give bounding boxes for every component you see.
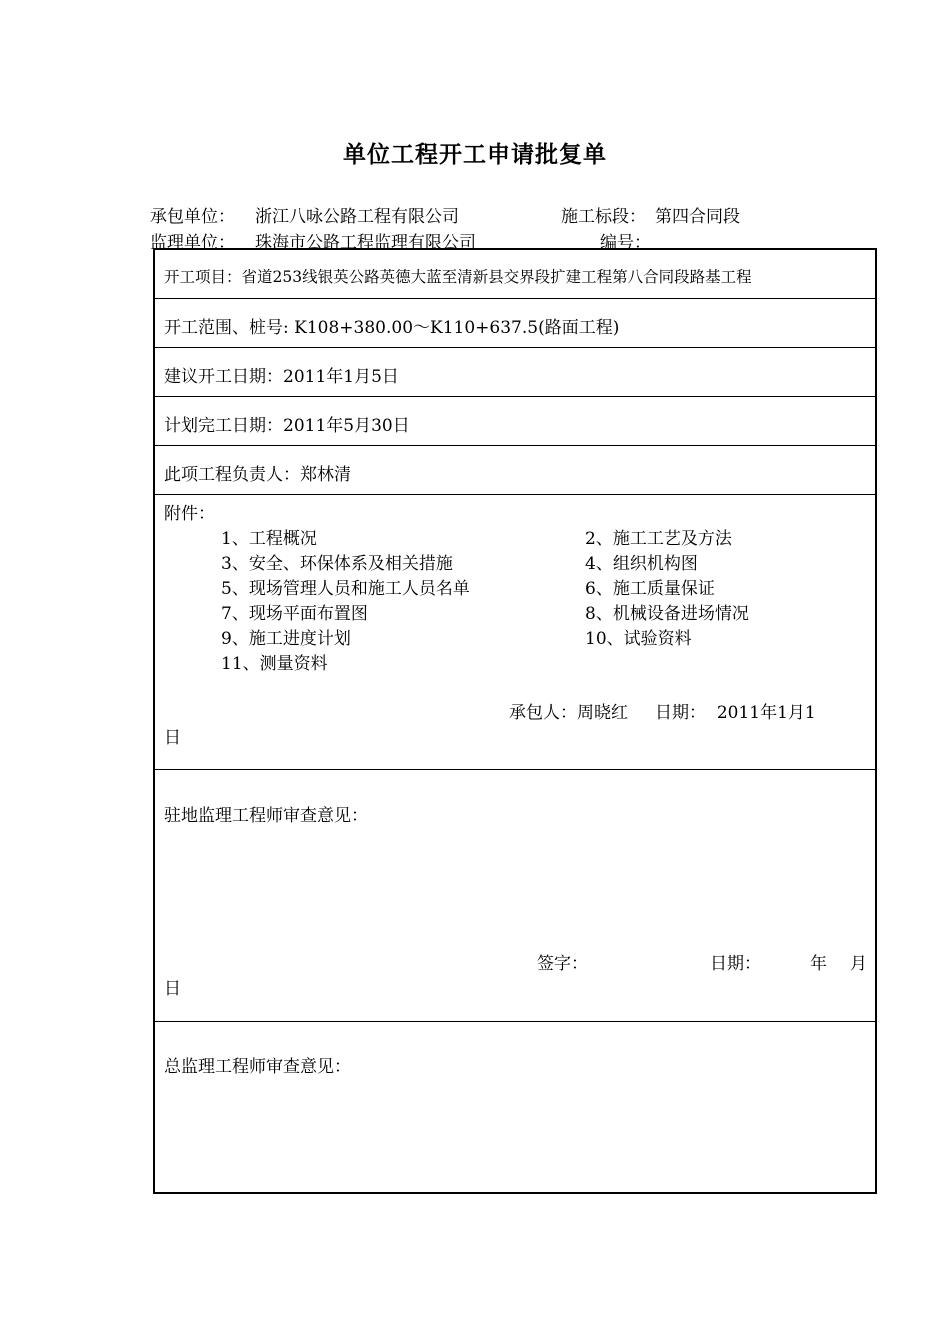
document-title: 单位工程开工申请批复单 — [343, 142, 607, 168]
contractor-label: 承包单位： — [150, 207, 235, 227]
application-form-table — [153, 248, 877, 1194]
start-date-text: 建议开工日期：2011年1月5日 — [164, 367, 399, 387]
row-end-date — [155, 397, 875, 446]
attachment-item: 11、测量资料 — [221, 654, 328, 674]
contractor-signature-day: 日 — [164, 728, 181, 748]
supervisor-label: 监理单位： — [150, 233, 235, 253]
attachment-item: 7、现场平面布置图 — [221, 604, 368, 624]
resident-date-month: 月 — [850, 954, 867, 974]
section-value: 第四合同段 — [655, 207, 740, 227]
attachment-item: 8、机械设备进场情况 — [585, 604, 749, 624]
row-range — [155, 299, 875, 348]
range-text: 开工范围、桩号: K108+380.00～K110+637.5(路面工程) — [164, 318, 620, 338]
resident-review-label: 驻地监理工程师审查意见： — [164, 806, 368, 826]
attachments-label: 附件： — [164, 504, 215, 524]
attachment-item: 3、安全、环保体系及相关措施 — [221, 554, 453, 574]
attachment-item: 5、现场管理人员和施工人员名单 — [221, 579, 470, 599]
attachment-item: 9、施工进度计划 — [221, 629, 351, 649]
chief-review-label: 总监理工程师审查意见： — [164, 1057, 351, 1077]
attachment-item: 10、试验资料 — [585, 629, 692, 649]
supervisor-value: 珠海市公路工程监理有限公司 — [255, 233, 476, 253]
row-manager — [155, 446, 875, 495]
resident-date-label: 日期： — [710, 954, 761, 974]
row-project — [155, 250, 875, 299]
row-resident-review — [155, 770, 875, 1022]
resident-date-year: 年 — [810, 954, 827, 974]
resident-date-day: 日 — [164, 979, 181, 999]
row-attachments — [155, 495, 875, 770]
row-start-date — [155, 348, 875, 397]
contractor-value: 浙江八咏公路工程有限公司 — [255, 207, 459, 227]
number-label: 编号： — [600, 233, 651, 253]
manager-text: 此项工程负责人：郑林清 — [164, 465, 351, 485]
attachment-item: 1、工程概况 — [221, 529, 317, 549]
attachment-item: 4、组织机构图 — [585, 554, 698, 574]
row-chief-review — [155, 1022, 875, 1194]
end-date-text: 计划完工日期：2011年5月30日 — [164, 416, 410, 436]
contractor-signature-line: 承包人：周晓红 日期： 2011年1月1 — [509, 703, 816, 723]
attachment-item: 6、施工质量保证 — [585, 579, 715, 599]
attachment-item: 2、施工工艺及方法 — [585, 529, 732, 549]
section-label: 施工标段： — [561, 207, 646, 227]
project-text: 开工项目：省道253线银英公路英德大蓝至清新县交界段扩建工程第八合同段路基工程 — [164, 268, 752, 286]
resident-sign-label: 签字： — [537, 954, 588, 974]
